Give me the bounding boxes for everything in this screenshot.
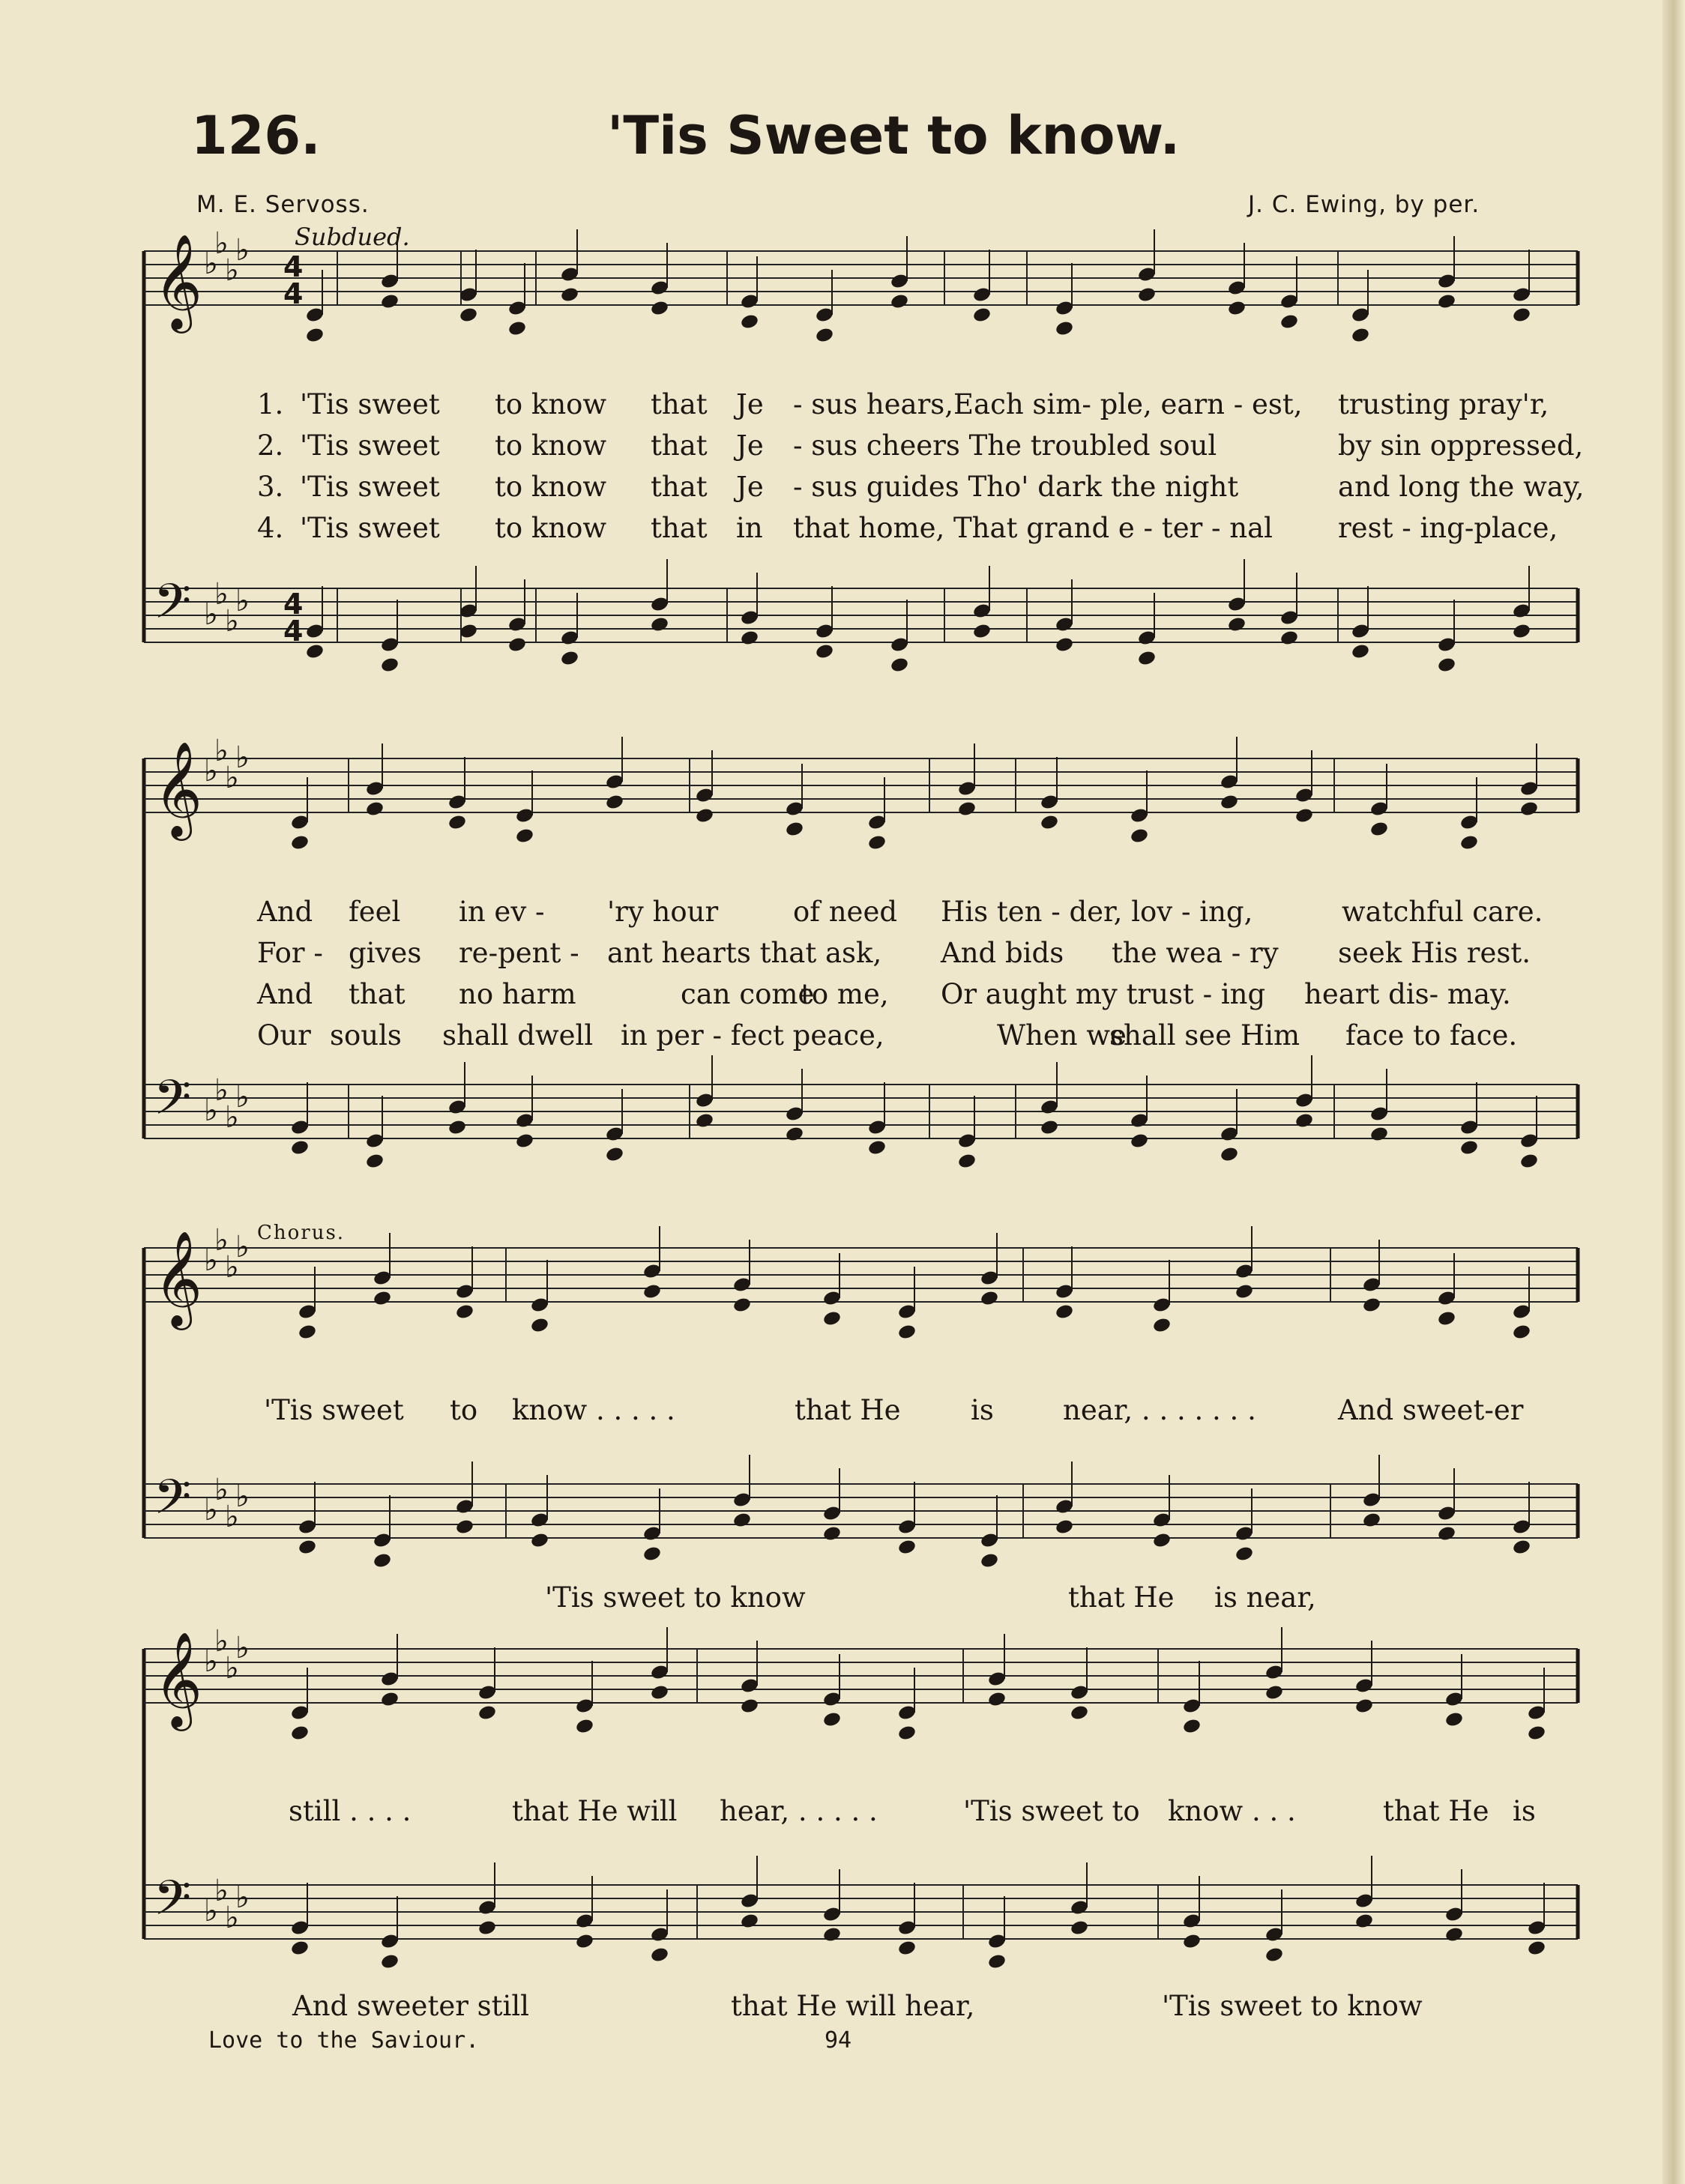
lyric-segment: For - — [257, 937, 323, 969]
note-head — [1070, 1704, 1089, 1722]
lyric-segment: - sus cheers The troubled soul — [793, 429, 1217, 462]
lyric-segment: that He will — [512, 1795, 678, 1827]
key-signature-flat-icon: ♭ — [225, 1651, 239, 1686]
lyric-segment: of need — [793, 896, 898, 928]
key-signature-flat-icon: ♭ — [214, 734, 229, 768]
note-head — [1040, 814, 1059, 831]
music-system-4 — [0, 1624, 1685, 2027]
key-signature-flat-icon: ♭ — [225, 761, 239, 795]
note-head — [890, 293, 909, 310]
note-head — [1444, 1711, 1464, 1728]
lyric-segment: still . . . . — [289, 1795, 412, 1827]
note-head — [987, 1953, 1007, 1970]
lyric-segment: trusting pray'r, — [1338, 388, 1549, 420]
note-head — [1362, 1512, 1381, 1529]
note-head — [507, 636, 527, 654]
note-head — [1137, 286, 1157, 304]
key-signature-flat-icon: ♭ — [204, 597, 218, 632]
note-head — [987, 1691, 1007, 1708]
time-signature: 4 — [283, 277, 304, 310]
note-head — [1055, 636, 1074, 654]
note-head — [1369, 821, 1389, 838]
note-head — [1182, 1718, 1202, 1735]
lyric-segment: Or aught my trust - ing — [941, 978, 1266, 1010]
note-head — [1137, 650, 1157, 667]
note-head — [650, 1684, 669, 1701]
note-head — [822, 1310, 842, 1327]
note-head — [822, 1926, 842, 1943]
note-head — [447, 1119, 467, 1136]
key-signature-flat-icon: ♭ — [235, 1880, 250, 1915]
note-head — [867, 834, 887, 851]
note-head — [1459, 834, 1479, 851]
note-head — [822, 1711, 842, 1728]
note-head — [1369, 1126, 1389, 1143]
note-head — [575, 1718, 594, 1735]
key-signature-flat-icon: ♭ — [204, 247, 218, 281]
lyric-segment: to — [450, 1394, 478, 1426]
key-signature-flat-icon: ♭ — [204, 1493, 218, 1527]
note-head — [650, 1946, 669, 1964]
note-head — [1264, 1684, 1284, 1701]
key-signature-flat-icon: ♭ — [214, 1624, 229, 1659]
lyric-segment: 'Tis sweet — [300, 512, 440, 544]
verse-number: 3. — [257, 471, 284, 503]
key-signature-flat-icon: ♭ — [235, 740, 250, 775]
key-signature-flat-icon: ♭ — [235, 1631, 250, 1665]
lyric-segment: that — [651, 388, 708, 420]
key-signature-flat-icon: ♭ — [235, 233, 250, 268]
key-signature-flat-icon: ♭ — [204, 1644, 218, 1679]
note-head — [373, 1290, 392, 1307]
key-signature-flat-icon: ♭ — [225, 253, 239, 288]
note-head — [785, 1126, 804, 1143]
bass-clef-icon: 𝄢 — [154, 1871, 192, 1938]
note-head — [740, 313, 759, 331]
note-head — [815, 327, 834, 344]
note-head — [1055, 320, 1074, 337]
lyric-segment: know . . . . . — [512, 1394, 675, 1426]
note-head — [459, 307, 478, 324]
note-head — [605, 794, 624, 811]
note-head — [890, 657, 909, 674]
key-signature-flat-icon: ♭ — [204, 1243, 218, 1278]
verse-number: 1. — [257, 388, 284, 420]
verse-number: 2. — [257, 429, 284, 462]
note-head — [365, 1153, 385, 1170]
note-head — [1070, 1919, 1089, 1937]
note-head — [1220, 794, 1239, 811]
bass-clef-icon: 𝄢 — [154, 574, 192, 642]
lyric-segment: 'Tis sweet — [300, 388, 440, 420]
note-head — [1437, 1525, 1456, 1542]
note-head — [1444, 1926, 1464, 1943]
note-head — [1182, 1933, 1202, 1950]
note-head — [1459, 1139, 1479, 1156]
lyric-segment: 'Tis sweet — [300, 471, 440, 503]
lyric-segment: 'Tis sweet — [264, 1394, 404, 1426]
lyric-segment: re-pent - — [459, 937, 579, 969]
lyric-segment: the wea - ry — [1112, 937, 1279, 969]
note-head — [1437, 657, 1456, 674]
note-head — [980, 1552, 999, 1569]
lyric-segment: seek His rest. — [1338, 937, 1531, 969]
running-title: Love to the Saviour. — [208, 2027, 480, 2054]
lyric-segment: feel — [349, 896, 401, 928]
note-head — [1130, 1132, 1149, 1150]
key-signature-flat-icon: ♭ — [235, 1230, 250, 1264]
note-head — [560, 650, 579, 667]
key-signature-flat-icon: ♭ — [204, 754, 218, 788]
note-head — [455, 1303, 474, 1321]
note-head — [290, 1725, 310, 1742]
lyric-segment: And bids — [941, 937, 1064, 969]
bass-clef-icon: 𝄢 — [154, 1070, 192, 1138]
key-signature-flat-icon: ♭ — [235, 1080, 250, 1114]
note-head — [650, 616, 669, 633]
page-number: 94 — [825, 2027, 852, 2054]
verse-number: 4. — [257, 512, 284, 544]
note-head — [305, 643, 325, 660]
note-head — [732, 1297, 752, 1314]
note-head — [1527, 1940, 1546, 1957]
note-head — [732, 1512, 752, 1529]
treble-clef-icon: 𝄞 — [154, 740, 203, 836]
note-head — [1519, 1153, 1539, 1170]
hymn-title: 'Tis Sweet to know. — [607, 105, 1181, 166]
note-head — [972, 307, 992, 324]
note-head — [1512, 1324, 1531, 1341]
key-signature-flat-icon: ♭ — [214, 1073, 229, 1108]
author-credit: M. E. Servoss. — [196, 191, 370, 218]
note-head — [575, 1933, 594, 1950]
note-head — [455, 1518, 474, 1536]
note-head — [1519, 800, 1539, 818]
lyric-segment: hear, . . . . . — [720, 1795, 878, 1827]
lyric-segment: heart dis- may. — [1304, 978, 1511, 1010]
note-head — [695, 1112, 714, 1129]
music-system-2 — [0, 734, 1685, 1199]
note-head — [1279, 313, 1299, 331]
note-head — [1351, 643, 1370, 660]
note-head — [380, 657, 400, 674]
time-signature: 4 — [283, 615, 304, 648]
note-head — [867, 1139, 887, 1156]
treble-clef-icon: 𝄞 — [154, 233, 203, 329]
lyric-segment: And sweeter still — [292, 1990, 530, 2022]
key-signature-flat-icon: ♭ — [225, 604, 239, 639]
lyric-segment: no harm — [459, 978, 576, 1010]
lyric-segment: And — [257, 978, 313, 1010]
hymn-number: 126. — [191, 105, 321, 166]
key-signature-flat-icon: ♭ — [204, 1093, 218, 1128]
lyric-segment: souls — [330, 1019, 402, 1052]
note-head — [1055, 1303, 1074, 1321]
lyric-segment: to know — [495, 388, 607, 420]
note-head — [650, 300, 669, 317]
lyric-segment: that home, That grand e - ter - nal — [793, 512, 1273, 544]
lyric-segment: in — [736, 512, 763, 544]
key-signature-flat-icon: ♭ — [235, 584, 250, 618]
note-head — [380, 293, 400, 310]
note-head — [1351, 327, 1370, 344]
key-signature-flat-icon: ♭ — [225, 1100, 239, 1135]
lyric-segment: that — [651, 429, 708, 462]
treble-clef-icon: 𝄞 — [154, 1230, 203, 1326]
lyric-segment: is near, — [1214, 1581, 1316, 1614]
lyric-segment: face to face. — [1345, 1019, 1518, 1052]
treble-clef-icon: 𝄞 — [154, 1631, 203, 1727]
key-signature-flat-icon: ♭ — [214, 226, 229, 261]
note-head — [290, 834, 310, 851]
lyric-segment: near, . . . . . . . — [1063, 1394, 1256, 1426]
note-head — [380, 1691, 400, 1708]
note-head — [957, 800, 977, 818]
note-head — [515, 1132, 534, 1150]
note-head — [447, 814, 467, 831]
lyric-segment: - sus guides Tho' dark the night — [793, 471, 1239, 503]
note-head — [1040, 1119, 1059, 1136]
note-head — [477, 1919, 497, 1937]
note-head — [1512, 307, 1531, 324]
note-head — [1527, 1725, 1546, 1742]
lyric-segment: And — [257, 896, 313, 928]
note-head — [1227, 300, 1247, 317]
note-head — [305, 327, 325, 344]
note-head — [642, 1545, 662, 1563]
lyric-segment: gives — [349, 937, 422, 969]
bass-clef-icon: 𝄢 — [154, 1470, 192, 1537]
lyric-segment: can come — [681, 978, 815, 1010]
lyric-segment: ant hearts that ask, — [607, 937, 882, 969]
lyric-segment: Je — [736, 471, 764, 503]
note-head — [298, 1324, 317, 1341]
lyric-segment: is — [1513, 1795, 1536, 1827]
note-head — [1220, 1146, 1239, 1163]
note-head — [785, 821, 804, 838]
key-signature-flat-icon: ♭ — [214, 1473, 229, 1507]
lyric-segment: 'Tis sweet to know — [1162, 1990, 1423, 2022]
note-head — [1235, 1545, 1254, 1563]
note-head — [897, 1324, 917, 1341]
note-head — [1152, 1532, 1172, 1549]
note-head — [897, 1539, 917, 1556]
key-signature-flat-icon: ♭ — [225, 1500, 239, 1534]
note-head — [290, 1940, 310, 1957]
note-head — [1152, 1317, 1172, 1334]
note-head — [972, 623, 992, 640]
note-head — [1055, 1518, 1074, 1536]
note-head — [980, 1290, 999, 1307]
lyric-segment: that — [349, 978, 406, 1010]
key-signature-flat-icon: ♭ — [235, 1479, 250, 1514]
note-head — [1227, 616, 1247, 633]
lyric-segment: 'Tis sweet to know — [545, 1581, 806, 1614]
note-head — [1437, 293, 1456, 310]
lyric-segment: shall see Him — [1109, 1019, 1300, 1052]
key-signature-flat-icon: ♭ — [214, 1874, 229, 1908]
note-head — [560, 286, 579, 304]
lyric-segment: watchful care. — [1342, 896, 1543, 928]
note-head — [740, 1698, 759, 1715]
time-signature: 4 — [283, 588, 304, 621]
lyric-segment: to know — [495, 471, 607, 503]
key-signature-flat-icon: ♭ — [214, 577, 229, 612]
lyric-segment: - sus hears,Each sim- ple, earn - est, — [793, 388, 1303, 420]
note-head — [1294, 807, 1314, 824]
lyric-segment: is — [971, 1394, 994, 1426]
note-head — [740, 630, 759, 647]
lyric-segment: to know — [495, 512, 607, 544]
note-head — [1294, 1112, 1314, 1129]
key-signature-flat-icon: ♭ — [204, 1894, 218, 1928]
lyric-segment: that He — [1383, 1795, 1489, 1827]
lyric-segment: And sweet-er — [1338, 1394, 1524, 1426]
time-signature: 4 — [283, 250, 304, 283]
lyric-segment: that — [651, 471, 708, 503]
note-head — [290, 1139, 310, 1156]
note-head — [642, 1283, 662, 1300]
note-head — [298, 1539, 317, 1556]
note-head — [1354, 1913, 1374, 1930]
note-head — [1130, 827, 1149, 845]
key-signature-flat-icon: ♭ — [214, 1223, 229, 1258]
note-head — [1362, 1297, 1381, 1314]
composer-credit: J. C. Ewing, by per. — [1248, 191, 1480, 218]
note-head — [530, 1532, 549, 1549]
lyric-segment: in per - fect peace, — [621, 1019, 884, 1052]
lyric-segment: 'Tis sweet — [300, 429, 440, 462]
key-signature-flat-icon: ♭ — [225, 1250, 239, 1285]
note-head — [897, 1725, 917, 1742]
note-head — [515, 827, 534, 845]
note-head — [1437, 1310, 1456, 1327]
lyric-segment: Our — [257, 1019, 311, 1052]
lyric-segment: that He — [795, 1394, 901, 1426]
lyric-segment: When we — [997, 1019, 1127, 1052]
note-head — [695, 807, 714, 824]
lyric-segment: rest - ing-place, — [1338, 512, 1558, 544]
lyric-segment: to me, — [801, 978, 889, 1010]
note-head — [530, 1317, 549, 1334]
note-head — [822, 1525, 842, 1542]
lyric-segment: that He — [1068, 1581, 1175, 1614]
lyric-segment: Je — [736, 388, 764, 420]
lyric-segment: in ev - — [459, 896, 545, 928]
note-head — [605, 1146, 624, 1163]
note-head — [1354, 1698, 1374, 1715]
lyric-segment: Je — [736, 429, 764, 462]
note-head — [507, 320, 527, 337]
note-head — [380, 1953, 400, 1970]
lyric-segment: shall dwell — [442, 1019, 594, 1052]
lyric-segment: to know — [495, 429, 607, 462]
note-head — [815, 643, 834, 660]
note-head — [1264, 1946, 1284, 1964]
chorus-label: Chorus. — [257, 1222, 346, 1244]
note-head — [897, 1940, 917, 1957]
note-head — [477, 1704, 497, 1722]
note-head — [365, 800, 385, 818]
tempo-marking: Subdued. — [295, 223, 410, 251]
note-head — [1279, 630, 1299, 647]
lyric-segment: that He will hear, — [731, 1990, 975, 2022]
lyric-segment: that — [651, 512, 708, 544]
lyric-segment: His ten - der, lov - ing, — [941, 896, 1253, 928]
lyric-segment: 'ry hour — [607, 896, 719, 928]
note-head — [373, 1552, 392, 1569]
note-head — [1512, 623, 1531, 640]
note-head — [1512, 1539, 1531, 1556]
lyric-segment: and long the way, — [1338, 471, 1585, 503]
note-head — [957, 1153, 977, 1170]
lyric-segment: by sin oppressed, — [1338, 429, 1584, 462]
note-head — [740, 1913, 759, 1930]
note-head — [1235, 1283, 1254, 1300]
lyric-segment: 'Tis sweet to — [963, 1795, 1140, 1827]
key-signature-flat-icon: ♭ — [225, 1901, 239, 1935]
lyric-segment: know . . . — [1168, 1795, 1296, 1827]
